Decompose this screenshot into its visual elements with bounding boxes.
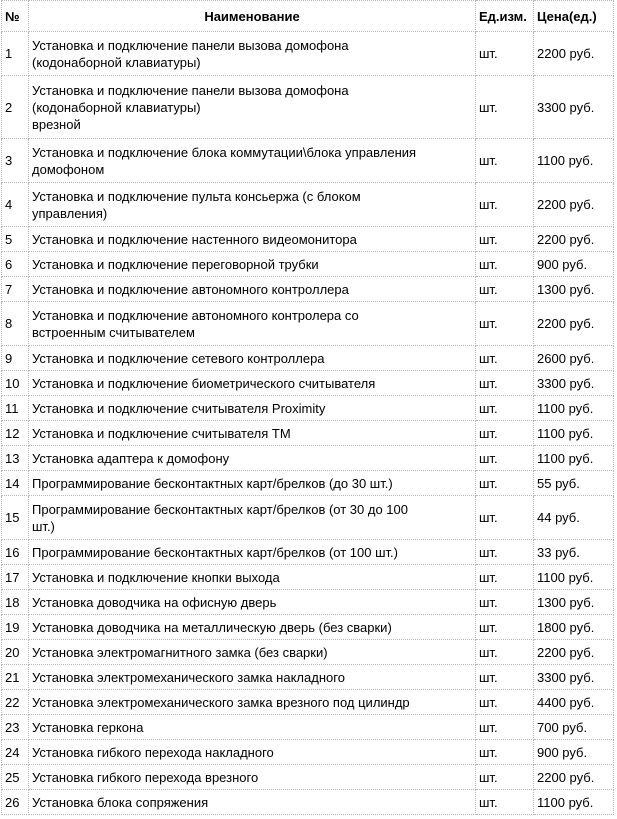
header-name: Наименование (29, 1, 476, 32)
table-row (2, 615, 614, 640)
unit: шт. (476, 446, 534, 471)
unit: шт. (476, 665, 534, 690)
row-number: 12 (2, 421, 29, 446)
table-row (2, 371, 614, 396)
price: 1100 руб. (534, 396, 614, 421)
price-table (1, 0, 614, 815)
unit: шт. (476, 496, 534, 540)
row-number: 5 (2, 227, 29, 252)
table-row (2, 76, 614, 139)
table-row (2, 396, 614, 421)
table-row (2, 346, 614, 371)
service-name: Установка и подключение панели вызова домофона (кодонаборной клавиатуры) (29, 32, 476, 76)
service-name: Установка электромеханического замка врезного под цилиндр (29, 690, 476, 715)
price: 2200 руб. (534, 640, 614, 665)
table-row (2, 640, 614, 665)
table-row (2, 277, 614, 302)
row-number: 7 (2, 277, 29, 302)
table-row (2, 227, 614, 252)
row-number: 17 (2, 565, 29, 590)
table-row (2, 790, 614, 815)
service-name: Установка и подключение блока коммутации\блока управления домофоном (29, 139, 476, 183)
unit: шт. (476, 421, 534, 446)
unit: шт. (476, 183, 534, 227)
service-name: Программирование бесконтактных карт/брелков (до 30 шт.) (29, 471, 476, 496)
row-number: 18 (2, 590, 29, 615)
unit: шт. (476, 346, 534, 371)
unit: шт. (476, 715, 534, 740)
unit: шт. (476, 227, 534, 252)
table-row (2, 690, 614, 715)
service-name: Установка и подключение переговорной трубки (29, 252, 476, 277)
service-name: Установка геркона (29, 715, 476, 740)
price: 1300 руб. (534, 590, 614, 615)
price: 2600 руб. (534, 346, 614, 371)
unit: шт. (476, 252, 534, 277)
service-name: Установка и подключение считывателя Proximity (29, 396, 476, 421)
service-name: Установка и подключение сетевого контроллера (29, 346, 476, 371)
service-name: Программирование бесконтактных карт/брелков (от 30 до 100 шт.) (29, 496, 476, 540)
header-price: Цена(ед.) (534, 1, 614, 32)
table-row (2, 715, 614, 740)
row-number: 9 (2, 346, 29, 371)
table-row (2, 32, 614, 76)
service-name: Установка электромеханического замка накладного (29, 665, 476, 690)
row-number: 2 (2, 76, 29, 139)
price: 1100 руб. (534, 790, 614, 815)
table-row (2, 496, 614, 540)
unit: шт. (476, 277, 534, 302)
row-number: 16 (2, 540, 29, 565)
unit: шт. (476, 471, 534, 496)
service-name: Установка и подключение биометрического считывателя (29, 371, 476, 396)
service-name: Установка и подключение считывателя ТМ (29, 421, 476, 446)
table-row (2, 252, 614, 277)
row-number: 20 (2, 640, 29, 665)
header-num: № (2, 1, 29, 32)
service-name: Программирование бесконтактных карт/брелков (от 100 шт.) (29, 540, 476, 565)
row-number: 26 (2, 790, 29, 815)
unit: шт. (476, 565, 534, 590)
unit: шт. (476, 32, 534, 76)
table-row (2, 302, 614, 346)
row-number: 23 (2, 715, 29, 740)
table-row (2, 421, 614, 446)
row-number: 21 (2, 665, 29, 690)
service-name: Установка доводчика на металлическую дверь (без сварки) (29, 615, 476, 640)
service-name: Установка и подключение панели вызова домофона (кодонаборной клавиатуры) врезной (29, 76, 476, 139)
unit: шт. (476, 302, 534, 346)
row-number: 1 (2, 32, 29, 76)
price: 2200 руб. (534, 765, 614, 790)
unit: шт. (476, 139, 534, 183)
unit: шт. (476, 76, 534, 139)
service-name: Установка доводчика на офисную дверь (29, 590, 476, 615)
unit: шт. (476, 690, 534, 715)
table-row (2, 446, 614, 471)
unit: шт. (476, 540, 534, 565)
service-name: Установка блока сопряжения (29, 790, 476, 815)
price: 1100 руб. (534, 565, 614, 590)
price: 3300 руб. (534, 76, 614, 139)
table-row (2, 590, 614, 615)
unit: шт. (476, 396, 534, 421)
service-name: Установка гибкого перехода врезного (29, 765, 476, 790)
row-number: 14 (2, 471, 29, 496)
service-name: Установка и подключение пульта консьержа (с блоком управления) (29, 183, 476, 227)
service-name: Установка гибкого перехода накладного (29, 740, 476, 765)
unit: шт. (476, 740, 534, 765)
price: 700 руб. (534, 715, 614, 740)
table-row (2, 740, 614, 765)
table-row (2, 540, 614, 565)
service-name: Установка адаптера к домофону (29, 446, 476, 471)
row-number: 24 (2, 740, 29, 765)
price: 3300 руб. (534, 371, 614, 396)
unit: шт. (476, 790, 534, 815)
price: 2200 руб. (534, 302, 614, 346)
price: 1100 руб. (534, 446, 614, 471)
unit: шт. (476, 765, 534, 790)
price: 1300 руб. (534, 277, 614, 302)
table-row (2, 139, 614, 183)
price: 2200 руб. (534, 227, 614, 252)
row-number: 6 (2, 252, 29, 277)
row-number: 22 (2, 690, 29, 715)
price: 1100 руб. (534, 139, 614, 183)
price: 33 руб. (534, 540, 614, 565)
row-number: 4 (2, 183, 29, 227)
row-number: 3 (2, 139, 29, 183)
price: 2200 руб. (534, 183, 614, 227)
price: 1800 руб. (534, 615, 614, 640)
price: 44 руб. (534, 496, 614, 540)
header-row (2, 1, 614, 32)
row-number: 8 (2, 302, 29, 346)
header-unit: Ед.изм. (476, 1, 534, 32)
price: 4400 руб. (534, 690, 614, 715)
row-number: 19 (2, 615, 29, 640)
service-name: Установка и подключение автономного контролера со встроенным считывателем (29, 302, 476, 346)
service-name: Установка электромагнитного замка (без сварки) (29, 640, 476, 665)
price: 2200 руб. (534, 32, 614, 76)
unit: шт. (476, 590, 534, 615)
price: 3300 руб. (534, 665, 614, 690)
row-number: 15 (2, 496, 29, 540)
row-number: 10 (2, 371, 29, 396)
price: 1100 руб. (534, 421, 614, 446)
service-name: Установка и подключение настенного видеомонитора (29, 227, 476, 252)
price: 900 руб. (534, 252, 614, 277)
table-row (2, 665, 614, 690)
row-number: 13 (2, 446, 29, 471)
table-row (2, 765, 614, 790)
row-number: 11 (2, 396, 29, 421)
unit: шт. (476, 615, 534, 640)
unit: шт. (476, 640, 534, 665)
price: 55 руб. (534, 471, 614, 496)
service-name: Установка и подключение кнопки выхода (29, 565, 476, 590)
service-name: Установка и подключение автономного контроллера (29, 277, 476, 302)
table-row (2, 471, 614, 496)
unit: шт. (476, 371, 534, 396)
price: 900 руб. (534, 740, 614, 765)
row-number: 25 (2, 765, 29, 790)
table-row (2, 565, 614, 590)
table-row (2, 183, 614, 227)
